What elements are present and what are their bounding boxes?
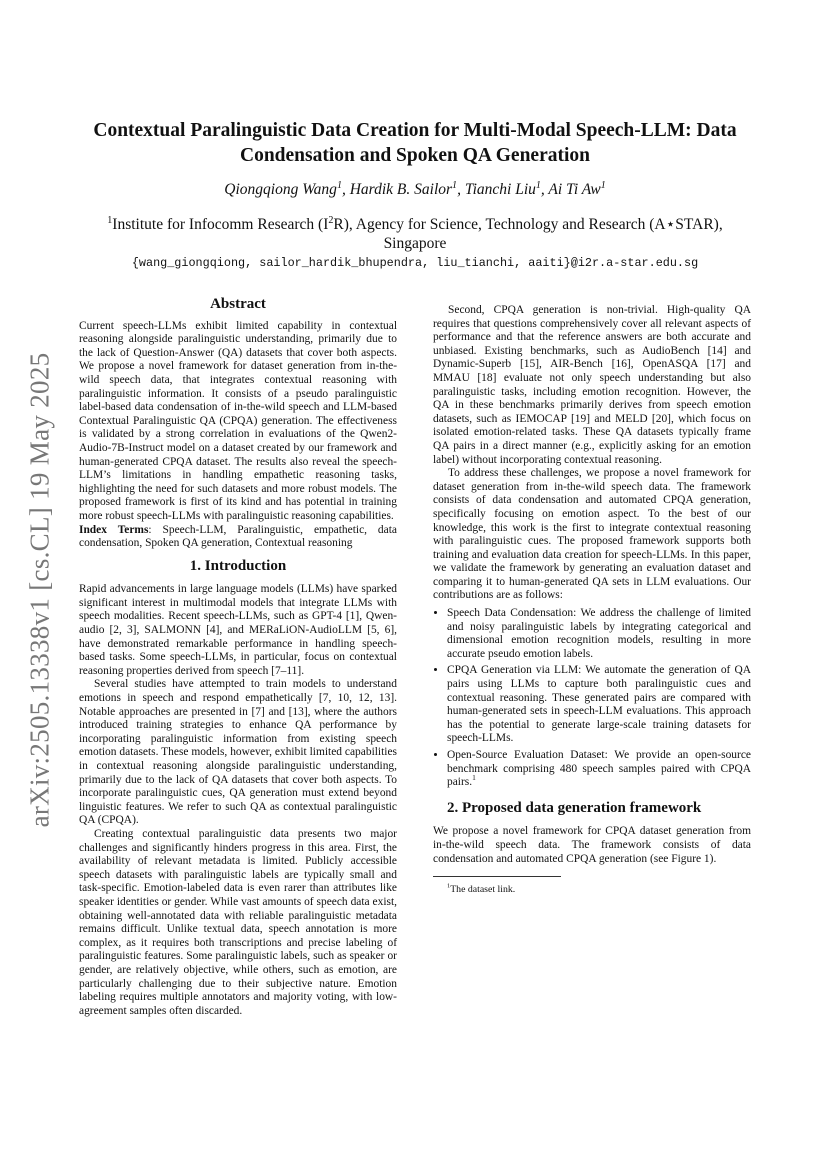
abstract-heading: Abstract — [210, 296, 266, 312]
paragraph: Creating contextual paralinguistic data presents two major challenges and significantly hinders progress in this area. First, the availability of relevant metadata is limited. Publicly accessible speech datasets with paralinguistic labels are typically small and task-specific. Emotion-labeled data is even rarer than attributes like speaker identities or gender. While vast amounts of speech data exist, obtaining well-annotated data with reliable paralinguistic metadata remains difficult. Unlike textual data, speech annotation is more complex, as it requires both transcriptions and precise labeling of paralinguistic features. Some paralinguistic labels, such as speaker or gender, are relatively objective, while others, such as emotion, are particularly challenging due to their subjective nature. Emotion labeling requires multiple annotators and majority voting, with low-agreement samples often discarded. — [79, 827, 397, 1017]
section-heading-introduction: 1. Introduction — [189, 557, 287, 574]
author-list: Qiongqiong Wang$^1$, Hardik B. Sailor$^1$, Tianchi Liu$^1$, Ai Ti Aw$^1$ — [224, 179, 606, 198]
index-terms: Index Terms: Speech-LLM, Paralinguistic, empathetic, data condensation, Spoken QA generation, Contextual reasoning — [79, 523, 397, 550]
left-column — [79, 296, 397, 1017]
footnote-divider — [433, 876, 561, 877]
paragraph: To address these challenges, we propose a novel framework for dataset generation from in-the-wild speech data. The framework consists of data condensation and automated CPQA generation, specifically focusing on emotion aspect. To the best of our knowledge, this work is the first to integrate contextual reasoning with paralinguistic cues. The proposed framework supports both training and evaluation data creation for speech-LLMs. In this paper, we validate the framework by generating an evaluation dataset and comparing it to human-generated QA sets in LLM evaluations. Our contributions are as follows: — [433, 467, 751, 602]
affiliation: $^1$Institute for Infocomm Research $(I^2R)$, Agency for Science, Technology and Research (A⋆STAR), Singapore — [107, 214, 723, 252]
abstract-text: Current speech-LLMs exhibit limited capability in contextual reasoning alongside paralinguistic understanding, primarily due to the lack of Question-Answer (QA) datasets that cover both aspects. We propose a novel framework for dataset generation from in-the-wild speech data, that integrates contextual reasoning with paralinguistic information. It consists of a pseudo paralinguistic label-based data condensation of in-the-wild speech and LLM-based Contextual Paralinguistic QA (CPQA) generation. The effectiveness is validated by a strong correlation in evaluations of the Qwen2-Audio-7B-Instruct model on a dataset created by our framework and human-generated CPQA dataset. The results also reveal the speech-LLM’s limitations in handling empathetic reasoning tasks, highlighting the need for such datasets and more robust models. The proposed framework is first of its kind and has potential in training more robust speech-LLMs with paralinguistic reasoning capabilities. — [79, 319, 397, 522]
author: Qiongqiong Wang — [224, 181, 337, 198]
list-item: • Open-Source Evaluation Dataset: We provide an open-source benchmark comprising 480 speech samples paired with CPQA pairs.$^1$ — [447, 749, 751, 790]
right-column — [433, 304, 751, 897]
author: Tianchi Liu — [464, 181, 536, 198]
paper-title: Contextual Paralinguistic Data Creation for Multi-Modal Speech-LLM: Data Condensation and Spoken QA Generation — [93, 120, 737, 166]
paragraph: Several studies have attempted to train models to understand emotions in speech and respond empathetically [7, 10, 12, 13]. Notable approaches are presented in [7] and [13], where the authors introduced training strategies to enhance QA performance by incorporating paralinguistic information from existing speech emotion datasets. These models, however, exhibit limited capabilities in contextual reasoning alongside paralinguistic understanding, primarily due to the lack of QA datasets that cover both aspects. To incorporate paralinguistic cues, QA generation must extend beyond linguistic features. We refer to such QA as contextual paralinguistic QA (CPQA). — [79, 678, 397, 827]
list-item: • CPQA Generation via LLM: We automate the generation of QA pairs using LLMs to capture both paralinguistic cues and contextual reasoning. These generated pairs are compared with human-generated sets in speech-LLM evaluations. This approach has the potential to generate large-scale training datasets for speech-LLMs. — [447, 664, 751, 746]
section-heading-framework: 2. Proposed data generation framework — [447, 799, 702, 816]
arxiv-id: arXiv:2505.13338v1 [cs.CL] 19 May 2025 — [24, 352, 55, 828]
footnote: $^1$The dataset link. — [447, 882, 516, 896]
author-emails: {wang_giongqiong, sailor_hardik_bhupendra, liu_tianchi, aaiti}@i2r.a-star.edu.sg — [131, 256, 699, 270]
paragraph: Rapid advancements in large language models (LLMs) have sparked significant interest in multimodal models that integrate LLMs with speech modalities. Recent speech-LLMs, such as GPT-4 [1], Qwen-audio [2, 3], SALMONN [4], and MERaLiON-AudioLLM [5, 6], have demonstrated remarkable performance in handling speech-based tasks. Some speech-LLMs, in particular, focus on contextual reasoning properties derived from speech [7–11]. — [79, 583, 397, 677]
author: Hardik B. Sailor — [349, 181, 453, 198]
contribution-list — [433, 607, 751, 790]
list-item: • Speech Data Condensation: We address the challenge of limited and noisy paralinguistic labels by integrating categorical and dimensional emotion recognition models, resulting in more accurate pseudo emotion labels. — [447, 607, 751, 661]
paragraph: Second, CPQA generation is non-trivial. High-quality QA requires that questions comprehensively cover all relevant aspects of performance and that the reference answers are both accurate and unbiased. Existing benchmarks, such as AudioBench [14] and Dynamic-Superb [15], AIR-Bench [16], OpenASQA [17] and MMAU [18] evaluate not only speech understanding but also paralinguistic tasks, including emotion recognition. However, the QA in these benchmarks primarily derives from speech emotion datasets, such as IEMOCAP [19] and MELD [20], which focus on isolated emotion-related tasks. These QA datasets typically frame QA pairs in a direct manner (e.g., explicitly asking for an emotion label) without incorporating contextual reasoning. — [433, 304, 751, 466]
paragraph: We propose a novel framework for CPQA dataset generation from in-the-wild speech data. The framework consists of data condensation and automated CPQA generation (see Figure 1). — [433, 825, 751, 865]
arxiv-sidebar — [20, 340, 60, 840]
author: Ai Ti Aw — [548, 181, 601, 198]
